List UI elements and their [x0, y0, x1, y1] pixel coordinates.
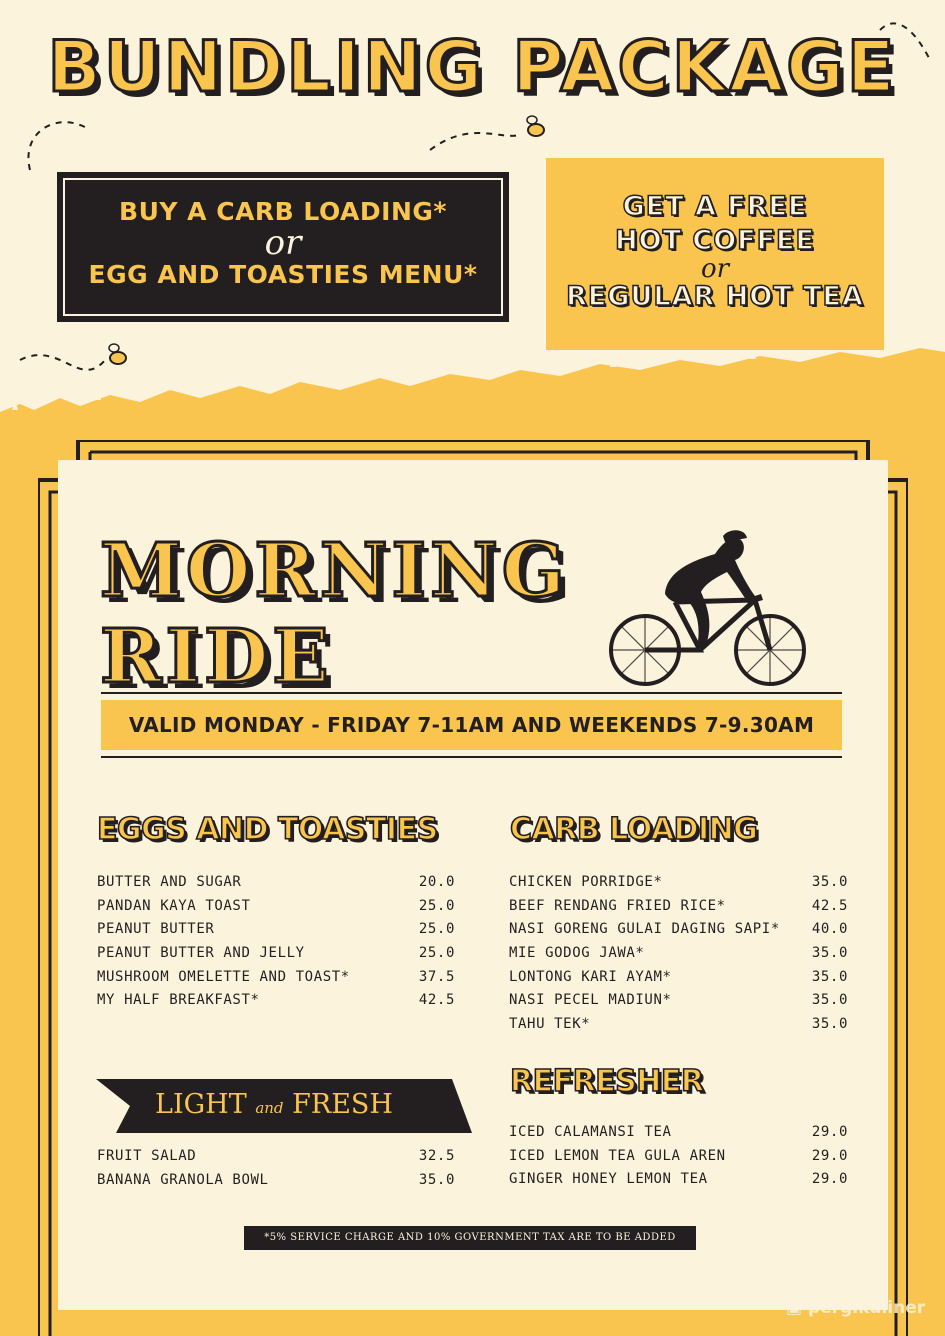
light-list [97, 1145, 455, 1192]
bee-icon [109, 344, 126, 364]
menu-item-name: MUSHROOM OMELETTE AND TOAST* [97, 968, 350, 985]
menu-item [97, 1169, 455, 1193]
menu-item-name: PANDAN KAYA TOAST [97, 897, 251, 914]
menu-item-price: 42.5 [811, 897, 848, 914]
menu-item-price: 25.0 [418, 921, 455, 938]
menu-item-price: 35.0 [811, 992, 848, 1009]
menu-item [97, 1145, 455, 1169]
menu-item [97, 871, 455, 895]
refresher-list [509, 1121, 848, 1192]
menu-item-price: 29.0 [811, 1147, 848, 1164]
menu-title-line-2: RIDE [100, 614, 333, 700]
eggs-list [97, 871, 455, 1013]
menu-item-price: 25.0 [418, 945, 455, 962]
watermark-text: pergikuliner [807, 1298, 926, 1318]
menu-item-name: NASI PECEL MADIUN* [509, 992, 672, 1009]
menu-item-name: PEANUT BUTTER [97, 921, 215, 938]
light-title-and: and [255, 1099, 284, 1117]
free-offer-box [546, 158, 884, 350]
menu-item [509, 918, 848, 942]
menu-item-price: 25.0 [418, 897, 455, 914]
menu-item [97, 989, 455, 1013]
menu-item-price: 37.5 [418, 968, 455, 985]
menu-item [509, 966, 848, 990]
menu-item-name: MIE GODOG JAWA* [509, 945, 645, 962]
menu-item-price: 40.0 [811, 921, 848, 938]
menu-item-price: 29.0 [811, 1124, 848, 1140]
menu-item-name: ICED CALAMANSI TEA [509, 1124, 672, 1140]
menu-item [509, 942, 848, 966]
light-title-a: LIGHT [155, 1089, 247, 1120]
buy-offer-box [57, 172, 509, 322]
menu-item [97, 918, 455, 942]
menu-item-name: TAHU TEK* [509, 1016, 591, 1033]
carb-list [509, 871, 848, 1037]
menu-title [100, 528, 569, 700]
menu-item [509, 989, 848, 1013]
tax-note: *5% SERVICE CHARGE AND 10% GOVERNMENT TAX ARE TO BE ADDED [244, 1226, 696, 1250]
menu-item-name: FRUIT SALAD [97, 1148, 197, 1164]
eggs-section-title: EGGS AND TOASTIES [97, 812, 438, 847]
watermark [786, 1298, 925, 1318]
menu-item [97, 966, 455, 990]
light-fresh-title [96, 1085, 452, 1128]
menu-item-name: CHICKEN PORRIDGE* [509, 874, 663, 890]
menu-item-price: 35.0 [811, 1016, 848, 1033]
menu-item [509, 1121, 848, 1145]
menu-item-price: 42.5 [418, 992, 455, 1009]
menu-item-price: 20.0 [418, 874, 455, 890]
menu-item-name: GINGER HONEY LEMON TEA [509, 1171, 708, 1188]
menu-item-name: BANANA GRANOLA BOWL [97, 1171, 269, 1188]
menu-item-name: NASI GORENG GULAI DAGING SAPI* [509, 921, 780, 938]
carb-section-title: CARB LOADING [510, 812, 758, 847]
page-title: BUNDLING PACKAGE [47, 26, 898, 108]
menu-item [97, 895, 455, 919]
menu-item [97, 942, 455, 966]
menu-item-name: LONTONG KARI AYAM* [509, 968, 672, 985]
buy-or: or [264, 223, 302, 263]
menu-item-name: MY HALF BREAKFAST* [97, 992, 260, 1009]
refresher-section-title: REFRESHER [510, 1064, 704, 1099]
light-title-b: FRESH [292, 1089, 393, 1120]
menu-item-price: 32.5 [418, 1148, 455, 1164]
cyclist-icon [605, 530, 810, 690]
validity-text: VALID MONDAY - FRIDAY 7-11AM AND WEEKENDS 7-9.30AM [101, 700, 842, 750]
menu-item [509, 895, 848, 919]
menu-item-price: 35.0 [811, 945, 848, 962]
buy-line-1: BUY A CARB LOADING* [119, 197, 447, 226]
free-line-2: HOT COFFEE [615, 225, 815, 256]
free-line-1: GET A FREE [622, 191, 808, 222]
camera-icon: ▣ [786, 1298, 803, 1318]
buy-line-2: EGG AND TOASTIES MENU* [88, 260, 478, 289]
menu-item-name: ICED LEMON TEA GULA AREN [509, 1147, 726, 1164]
menu-item-name: PEANUT BUTTER AND JELLY [97, 945, 305, 962]
free-line-3: REGULAR HOT TEA [566, 281, 864, 312]
bee-icon [527, 116, 544, 136]
menu-item-name: BEEF RENDANG FRIED RICE* [509, 897, 726, 914]
menu-item-price: 35.0 [811, 968, 848, 985]
menu-item-price: 29.0 [811, 1171, 848, 1188]
free-or: or [700, 254, 730, 284]
menu-item [509, 1013, 848, 1037]
menu-item [509, 1145, 848, 1169]
menu-item [509, 871, 848, 895]
menu-item-name: BUTTER AND SUGAR [97, 874, 242, 890]
menu-item-price: 35.0 [418, 1171, 455, 1188]
menu-title-line-1: MORNING [100, 528, 569, 614]
menu-item [509, 1168, 848, 1192]
validity-bar [101, 692, 842, 758]
menu-item-price: 35.0 [811, 874, 848, 890]
